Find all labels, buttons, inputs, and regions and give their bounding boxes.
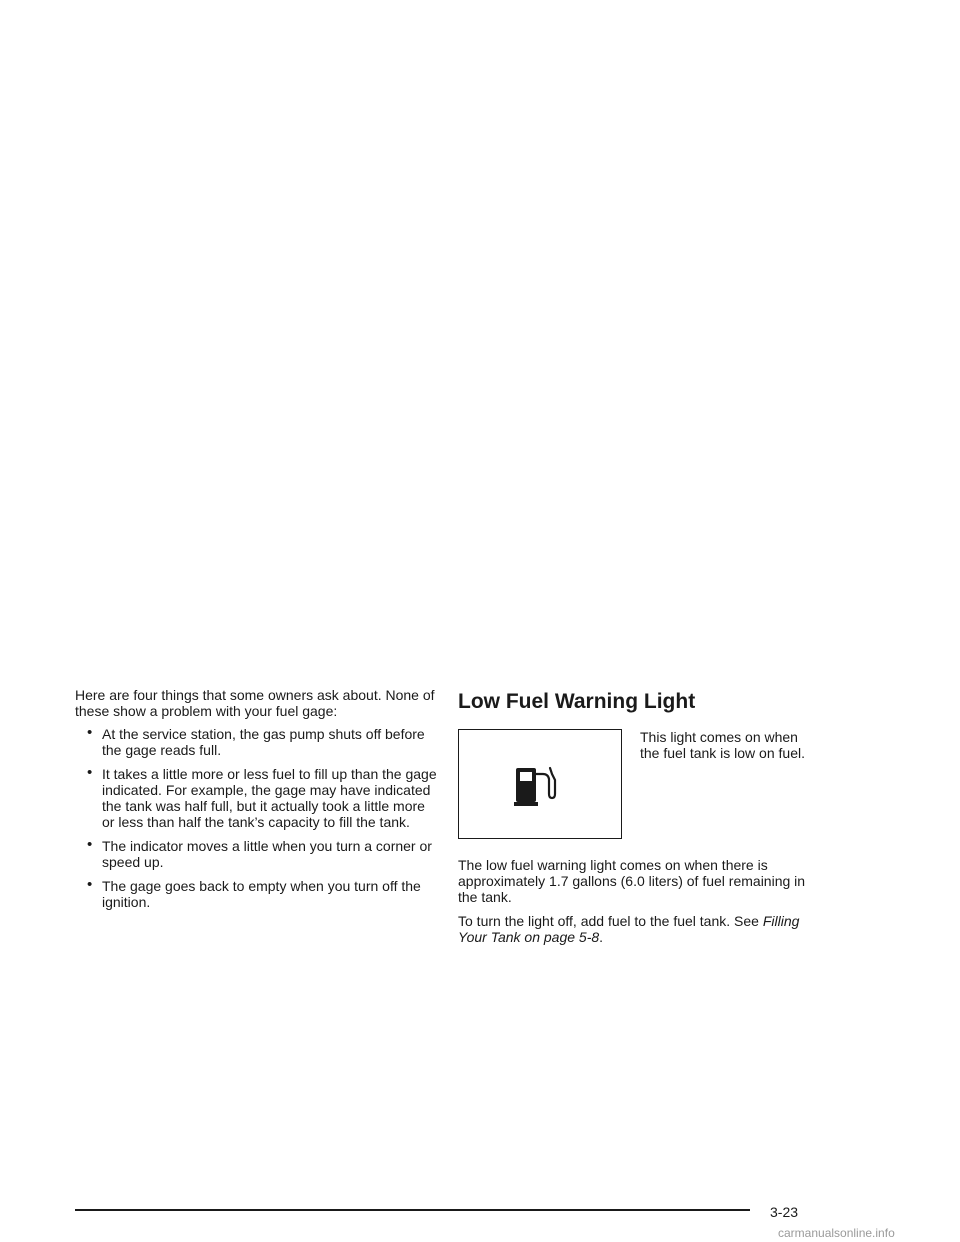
bullet-icon: • (87, 764, 93, 781)
warning-light-row (458, 729, 818, 839)
list-item-text: The gage goes back to empty when you turn off the ignition. (102, 878, 421, 910)
warning-light-caption: This light comes on when the fuel tank is low on fuel. (640, 729, 805, 761)
footer-rule (75, 1209, 750, 1211)
bullet-list (75, 726, 440, 910)
bullet-icon: • (87, 724, 93, 741)
list-item (75, 726, 440, 758)
list-item (75, 838, 440, 870)
list-item (75, 878, 440, 910)
page-number: 3-23 (770, 1204, 799, 1220)
low-fuel-paragraph: The low fuel warning light comes on when there is approximately 1.7 gallons (6.0 liters) of fuel remaining in the tank. (458, 857, 806, 905)
right-column (458, 689, 818, 953)
bullet-icon: • (87, 876, 93, 893)
filling-tank-link[interactable]: Filling Your Tank on page 5-8 (458, 913, 800, 945)
left-column (75, 687, 440, 918)
list-item-text: It takes a little more or less fuel to fill up than the gage indicated. For example, the gage may have indicated the tank was half full, but it actually took a little more or less than half the tank’s capacity to fill the tank. (102, 766, 437, 830)
turn-off-text: To turn the light off, add fuel to the fuel tank. See (458, 913, 763, 929)
turn-off-end: . (599, 929, 604, 945)
warning-light-frame (458, 729, 622, 839)
list-item-text: The indicator moves a little when you turn a corner or speed up. (102, 838, 432, 870)
intro-text: Here are four things that some owners ask about. None of these show a problem with your fuel gage: (75, 687, 435, 719)
turn-off-paragraph (458, 913, 818, 945)
section-heading: Low Fuel Warning Light (458, 690, 696, 713)
bullet-icon: • (87, 836, 93, 853)
list-item (75, 766, 440, 830)
list-item-text: At the service station, the gas pump shuts off before the gage reads full. (102, 726, 425, 758)
fuel-pump-icon (512, 760, 562, 810)
watermark: carmanualsonline.info (778, 1226, 895, 1240)
